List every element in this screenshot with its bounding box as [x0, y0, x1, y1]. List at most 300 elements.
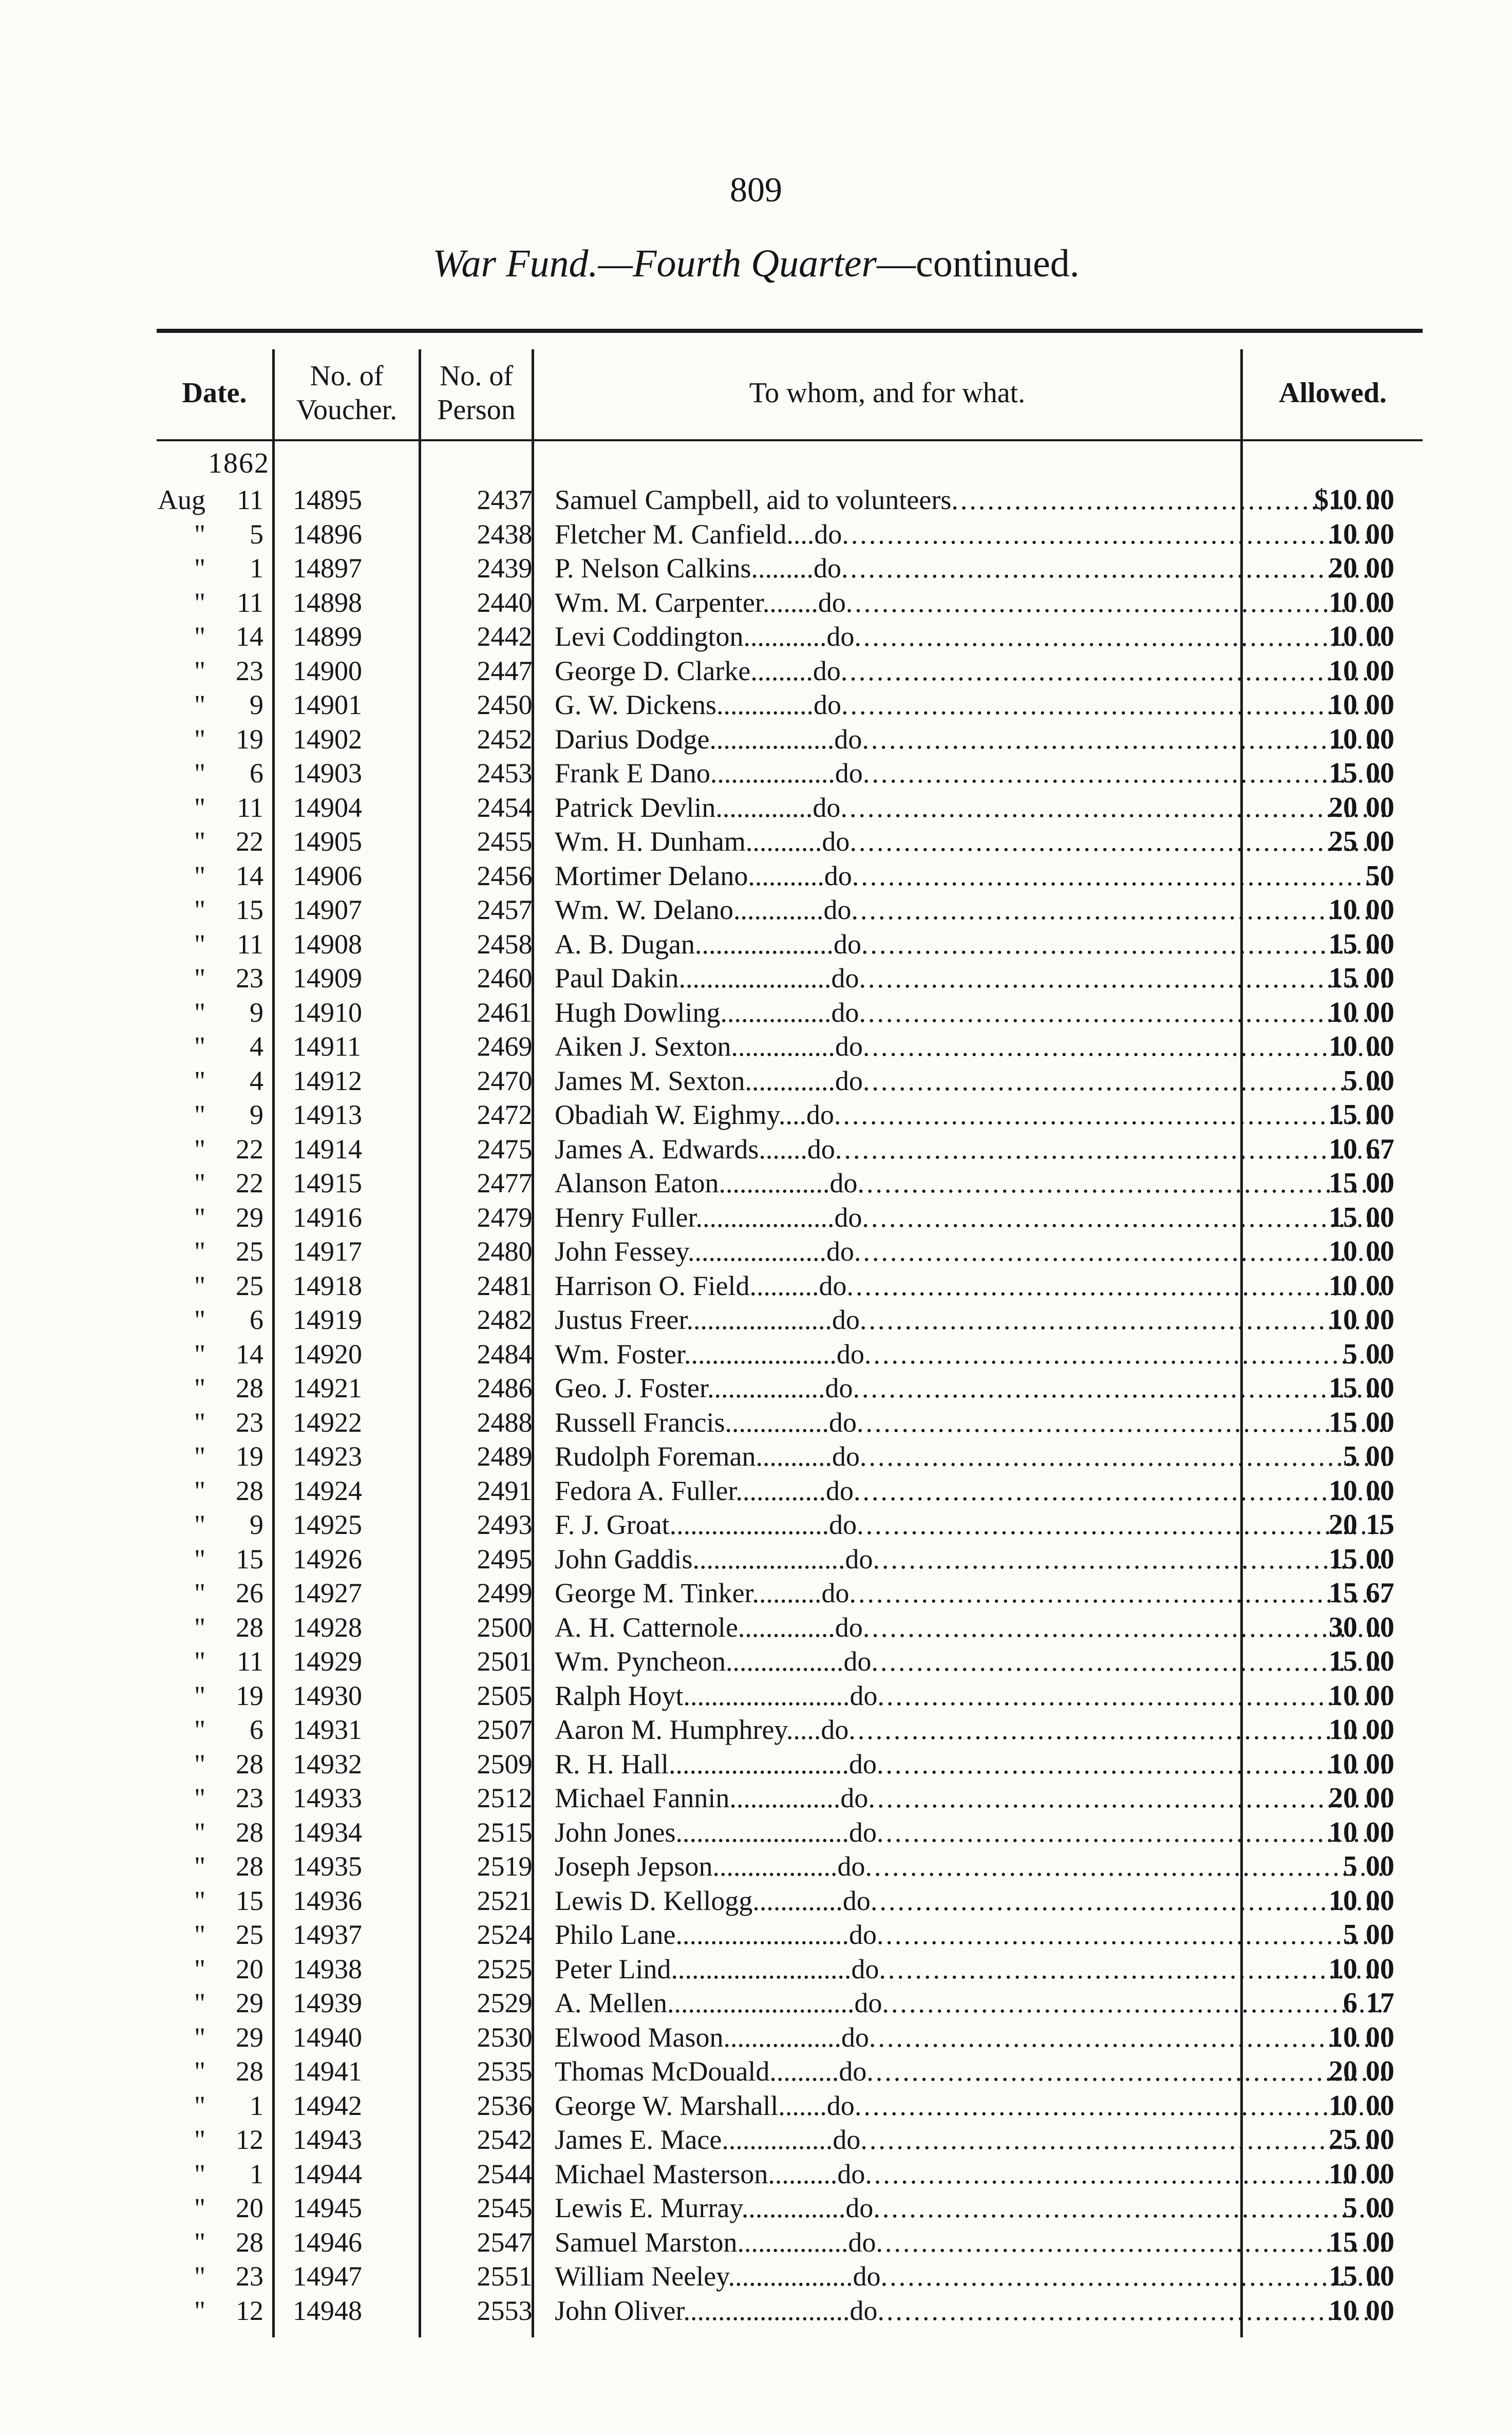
payee-description: Lewis D. Kellogg.............do	[555, 1885, 871, 1916]
description-cell	[555, 1234, 1387, 1269]
date-day: 28	[236, 1612, 263, 1643]
allowed-amount	[1287, 1439, 1394, 1474]
amount-dollars: 10	[1329, 1031, 1357, 1062]
allowed-amount	[1287, 1166, 1394, 1201]
person-number: 2489	[477, 1441, 533, 1472]
amount-cents: 00	[1366, 1167, 1394, 1199]
date-month: "	[194, 723, 205, 755]
date-month: "	[194, 2056, 205, 2087]
voucher-number: 14944	[293, 2158, 362, 2189]
payee-description: Darius Dodge..................do	[555, 723, 862, 755]
ledger-rows	[157, 483, 1423, 2328]
amount-dollars: 5	[1343, 1440, 1357, 1472]
voucher-number: 14929	[293, 1646, 362, 1677]
date-day: 9	[250, 997, 263, 1028]
voucher-number: 14946	[293, 2226, 362, 2258]
table-row	[157, 825, 1423, 859]
table-row	[157, 1918, 1423, 1952]
date-day: 15	[236, 1885, 263, 1916]
voucher-number: 14931	[293, 1714, 362, 1745]
payee-description: Philo Lane.........................do	[555, 1919, 877, 1950]
description-cell	[555, 1644, 1387, 1679]
payee-description: Paul Dakin......................do	[555, 963, 859, 994]
table-row	[157, 1713, 1423, 1747]
description-cell	[555, 1815, 1387, 1850]
person-number: 2454	[477, 792, 533, 823]
table-row	[157, 654, 1423, 688]
table-row	[157, 1542, 1423, 1577]
allowed-amount	[1287, 1644, 1394, 1679]
description-cell	[555, 859, 1387, 893]
description-cell	[555, 756, 1387, 791]
person-number: 2553	[477, 2295, 533, 2326]
voucher-number: 14908	[293, 928, 362, 960]
header-rule	[157, 439, 1423, 441]
person-number: 2515	[477, 1816, 533, 1848]
allowed-amount	[1287, 483, 1394, 517]
payee-description: Rudolph Foreman...........do	[555, 1441, 860, 1472]
amount-dollars: 5	[1343, 1850, 1357, 1882]
description-cell	[555, 2089, 1387, 2123]
date-day: 5	[250, 518, 263, 550]
date-month: "	[194, 1816, 205, 1848]
running-title	[0, 241, 1512, 286]
amount-dollars: 25	[1329, 2124, 1357, 2156]
payee-description: George M. Tinker..........do	[555, 1578, 849, 1608]
amount-dollars: 10	[1329, 1269, 1357, 1302]
amount-dollars: 15	[1329, 757, 1357, 789]
allowed-amount	[1287, 2259, 1394, 2294]
person-number: 2519	[477, 1851, 533, 1882]
payee-description: P. Nelson Calkins.........do	[555, 553, 842, 584]
table-row	[157, 2259, 1423, 2294]
description-cell	[555, 1918, 1387, 1952]
amount-cents: 00	[1366, 1031, 1394, 1062]
table-row	[157, 1371, 1423, 1406]
amount-dollars: 15	[1329, 928, 1357, 960]
person-number: 2484	[477, 1338, 533, 1370]
table-row	[157, 1064, 1423, 1098]
person-number: 2480	[477, 1236, 533, 1267]
date-month: "	[194, 2021, 205, 2053]
payee-description: G. W. Dickens..............do	[555, 689, 841, 720]
header-person: No. of Person	[437, 360, 516, 426]
description-cell	[555, 1884, 1387, 1918]
payee-description: Lewis E. Murray...............do	[555, 2193, 874, 2223]
date-day: 28	[236, 1851, 263, 1882]
voucher-number: 14935	[293, 1851, 362, 1882]
description-cell	[555, 2191, 1387, 2225]
table-row	[157, 961, 1423, 996]
allowed-amount	[1287, 996, 1394, 1030]
person-number: 2547	[477, 2226, 533, 2258]
date-month: "	[194, 1338, 205, 1370]
table-row	[157, 517, 1423, 552]
person-number: 2509	[477, 1748, 533, 1780]
person-number: 2456	[477, 860, 533, 891]
amount-cents: 00	[1366, 1748, 1394, 1780]
person-number: 2525	[477, 1953, 533, 1984]
amount-dollars: 20	[1329, 791, 1357, 823]
date-month: "	[194, 1988, 205, 2018]
description-cell	[555, 551, 1387, 586]
person-number: 2499	[477, 1578, 533, 1608]
amount-cents: 00	[1366, 1611, 1394, 1643]
allowed-amount	[1287, 1747, 1394, 1782]
table-row	[157, 1337, 1423, 1372]
date-day: 23	[236, 1407, 263, 1438]
allowed-amount	[1287, 1337, 1394, 1372]
date-day: 20	[236, 2193, 263, 2223]
description-cell	[555, 483, 1387, 517]
amount-cents: 00	[1366, 757, 1394, 789]
voucher-number: 14904	[293, 792, 362, 823]
description-cell	[555, 825, 1387, 859]
person-number: 2482	[477, 1304, 533, 1335]
voucher-number: 14912	[293, 1065, 362, 1096]
payee-description: F. J. Groat.......................do	[555, 1509, 857, 1540]
date-day: 11	[237, 587, 263, 618]
date-month: "	[194, 1748, 205, 1780]
page-number: 809	[730, 170, 782, 209]
date-day: 6	[250, 1304, 263, 1335]
date-day: 28	[236, 1748, 263, 1780]
description-cell	[555, 1406, 1387, 1440]
payee-description: Mortimer Delano...........do	[555, 860, 852, 891]
description-cell	[555, 1849, 1387, 1884]
person-number: 2439	[477, 553, 533, 584]
amount-dollars: 10	[1329, 1474, 1357, 1507]
amount-dollars: 10	[1329, 689, 1357, 721]
amount-dollars: 10	[1329, 2294, 1357, 2327]
allowed-amount	[1287, 961, 1394, 996]
voucher-number: 14941	[293, 2056, 362, 2087]
date-day: 28	[236, 1475, 263, 1506]
person-number: 2457	[477, 894, 533, 925]
voucher-number: 14909	[293, 963, 362, 994]
payee-description: John Jones.........................do	[555, 1816, 877, 1848]
amount-dollars: 10	[1329, 621, 1357, 652]
description-cell	[555, 2157, 1387, 2192]
amount-cents: 00	[1366, 1782, 1394, 1814]
voucher-number: 14925	[293, 1509, 362, 1540]
date-month: "	[194, 1578, 205, 1608]
running-title-continued: —continued.	[877, 242, 1080, 285]
amount-dollars: 10	[1329, 894, 1357, 926]
amount-dollars: 10	[1329, 1953, 1357, 1985]
payee-description: Justus Freer.....................do	[555, 1304, 860, 1335]
amount-dollars: 20	[1329, 2055, 1357, 2087]
amount-dollars: 10	[1329, 1884, 1357, 1917]
description-cell	[555, 1201, 1387, 1235]
date-day: 22	[236, 1168, 263, 1198]
table-row	[157, 2191, 1423, 2225]
date-month: "	[194, 928, 205, 960]
date-day: 28	[236, 2056, 263, 2087]
allowed-amount	[1287, 517, 1394, 552]
amount-dollars: 15	[1329, 1543, 1357, 1575]
person-number: 2455	[477, 826, 533, 857]
description-cell	[555, 996, 1387, 1030]
person-number: 2470	[477, 1065, 533, 1096]
description-cell	[555, 1337, 1387, 1372]
person-number: 2521	[477, 1885, 533, 1916]
amount-cents: 00	[1366, 2294, 1394, 2327]
amount-cents: 00	[1366, 1816, 1394, 1848]
amount-cents: 00	[1366, 484, 1394, 516]
table-row	[157, 1747, 1423, 1782]
payee-description: Geo. J. Foster.................do	[555, 1373, 853, 1403]
allowed-amount	[1287, 586, 1394, 620]
person-number: 2438	[477, 518, 533, 550]
allowed-amount	[1287, 2054, 1394, 2089]
description-cell	[555, 1132, 1387, 1167]
person-number: 2495	[477, 1543, 533, 1575]
voucher-number: 14917	[293, 1236, 362, 1267]
payee-description: Peter Lind..........................do	[555, 1953, 879, 1984]
payee-description: A. H. Catternole..............do	[555, 1612, 863, 1643]
date-day: 28	[236, 2226, 263, 2258]
table-row	[157, 586, 1423, 620]
voucher-number: 14914	[293, 1133, 362, 1165]
payee-description: Joseph Jepson..................do	[555, 1851, 865, 1882]
description-cell	[555, 688, 1387, 722]
payee-description: Russell Francis...............do	[555, 1407, 857, 1438]
amount-cents: 00	[1366, 1304, 1394, 1336]
date-month: "	[194, 963, 205, 994]
date-day: 29	[236, 2021, 263, 2053]
description-cell	[555, 1439, 1387, 1474]
allowed-amount	[1287, 1132, 1394, 1167]
payee-description: John Fessey....................do	[555, 1236, 855, 1267]
description-cell	[555, 791, 1387, 825]
amount-dollars: 5	[1343, 1919, 1357, 1951]
description-cell	[555, 2020, 1387, 2055]
amount-dollars: 10	[1329, 723, 1357, 755]
date-day: 26	[236, 1578, 263, 1608]
payee-description: James A. Edwards.......do	[555, 1133, 835, 1165]
allowed-amount	[1287, 2123, 1394, 2157]
date-month: "	[194, 1543, 205, 1575]
allowed-amount	[1287, 551, 1394, 586]
description-cell	[555, 517, 1387, 552]
date-month: "	[194, 2226, 205, 2258]
amount-cents: 00	[1366, 2124, 1394, 2156]
allowed-amount	[1287, 1474, 1394, 1508]
voucher-number: 14945	[293, 2193, 362, 2223]
amount-cents: 15	[1366, 1509, 1394, 1541]
person-number: 2475	[477, 1133, 533, 1165]
payee-description: James E. Mace................do	[555, 2124, 861, 2155]
date-month: "	[194, 1475, 205, 1506]
person-number: 2507	[477, 1714, 533, 1745]
voucher-number: 14899	[293, 621, 362, 652]
description-cell	[555, 1952, 1387, 1987]
table-row	[157, 1884, 1423, 1918]
date-month: "	[194, 826, 205, 857]
amount-dollars: 10	[1329, 2021, 1357, 2053]
date-day: 9	[250, 689, 263, 720]
person-number: 2458	[477, 928, 533, 960]
payee-description: Wm. Pyncheon.................do	[555, 1646, 872, 1677]
description-cell	[555, 586, 1387, 620]
payee-description: Wm. Foster......................do	[555, 1338, 864, 1370]
table-row	[157, 1201, 1423, 1235]
allowed-amount	[1287, 859, 1394, 893]
description-cell	[555, 2294, 1387, 2328]
payee-description: A. Mellen...........................do	[555, 1988, 882, 2018]
header-date: Date.	[182, 377, 247, 409]
table-row	[157, 859, 1423, 893]
date-month: "	[194, 1612, 205, 1643]
date-day: 25	[236, 1919, 263, 1950]
date-month: "	[194, 1783, 205, 1813]
person-number: 2536	[477, 2090, 533, 2121]
voucher-number: 14919	[293, 1304, 362, 1335]
person-number: 2535	[477, 2056, 533, 2087]
person-number: 2477	[477, 1168, 533, 1198]
person-number: 2472	[477, 1099, 533, 1130]
table-row	[157, 2294, 1423, 2328]
table-row	[157, 1849, 1423, 1884]
amount-dollars: 10	[1329, 1235, 1357, 1267]
voucher-number: 14915	[293, 1168, 362, 1198]
allowed-amount	[1287, 654, 1394, 688]
amount-dollars: 10	[1329, 2089, 1357, 2122]
description-cell	[555, 2259, 1387, 2294]
voucher-number: 14910	[293, 997, 362, 1028]
description-cell	[555, 1679, 1387, 1713]
date-day: 25	[236, 1236, 263, 1267]
payee-description: Henry Fuller....................do	[555, 1202, 862, 1233]
description-cell	[555, 2123, 1387, 2157]
voucher-number: 14902	[293, 723, 362, 755]
amount-cents: 00	[1366, 1679, 1394, 1712]
allowed-amount	[1287, 1918, 1394, 1952]
table-row	[157, 1815, 1423, 1850]
date-day: 22	[236, 1133, 263, 1165]
voucher-number: 14927	[293, 1578, 362, 1608]
amount-dollars: 10	[1329, 1679, 1357, 1712]
amount-cents: 00	[1366, 1850, 1394, 1882]
date-month: "	[194, 1373, 205, 1403]
amount-dollars: 20	[1329, 1782, 1357, 1814]
person-number: 2529	[477, 1988, 533, 2018]
payee-description: Wm. H. Dunham...........do	[555, 826, 850, 857]
payee-description: George W. Marshall.......do	[555, 2090, 855, 2121]
payee-description: John Oliver........................do	[555, 2295, 878, 2326]
voucher-number: 14905	[293, 826, 362, 857]
date-day: 29	[236, 1988, 263, 2018]
allowed-amount	[1287, 825, 1394, 859]
date-month: Aug	[158, 484, 205, 515]
date-month: "	[194, 1851, 205, 1882]
date-day: 1	[250, 2158, 263, 2189]
amount-cents: 00	[1366, 826, 1394, 857]
amount-cents: 00	[1366, 2226, 1394, 2258]
payee-description: Patrick Devlin..............do	[555, 792, 841, 823]
date-day: 29	[236, 1202, 263, 1233]
amount-dollars: 15	[1329, 1406, 1357, 1438]
date-month: "	[194, 1953, 205, 1984]
amount-dollars: 25	[1329, 826, 1357, 857]
description-cell	[555, 893, 1387, 927]
voucher-number: 14938	[293, 1953, 362, 1984]
voucher-number: 14932	[293, 1748, 362, 1780]
amount-dollars: 10	[1329, 1816, 1357, 1848]
amount-cents: 00	[1366, 689, 1394, 721]
allowed-amount	[1287, 1406, 1394, 1440]
voucher-number: 14928	[293, 1612, 362, 1643]
voucher-number: 14936	[293, 1885, 362, 1916]
payee-description: Ralph Hoyt........................do	[555, 1680, 878, 1711]
date-month: "	[194, 1885, 205, 1916]
amount-dollars: 20	[1329, 1509, 1357, 1541]
table-row	[157, 1644, 1423, 1679]
description-cell	[555, 961, 1387, 996]
amount-dollars: 10	[1329, 2158, 1357, 2190]
person-number: 2440	[477, 587, 533, 618]
amount-dollars: 10	[1329, 1304, 1357, 1336]
description-cell	[555, 1166, 1387, 1201]
amount-cents: 00	[1366, 1064, 1394, 1097]
date-month: "	[194, 2295, 205, 2326]
amount-cents: 00	[1366, 586, 1394, 619]
table-row	[157, 1576, 1423, 1610]
allowed-amount	[1287, 1371, 1394, 1406]
person-number: 2452	[477, 723, 533, 755]
person-number: 2512	[477, 1783, 533, 1813]
amount-cents: 00	[1366, 2021, 1394, 2053]
voucher-number: 14947	[293, 2261, 362, 2292]
amount-cents: 00	[1366, 1953, 1394, 1985]
amount-cents: 67	[1366, 1577, 1394, 1609]
table-row	[157, 688, 1423, 722]
person-number: 2450	[477, 689, 533, 720]
top-rule	[157, 329, 1423, 333]
table-row	[157, 2054, 1423, 2089]
amount-dollars: 15	[1329, 1167, 1357, 1199]
amount-cents: 00	[1366, 1372, 1394, 1404]
voucher-number: 14920	[293, 1338, 362, 1370]
allowed-amount	[1287, 1098, 1394, 1132]
allowed-amount	[1287, 1679, 1394, 1713]
voucher-number: 14901	[293, 689, 362, 720]
voucher-number: 14948	[293, 2295, 362, 2326]
table-row	[157, 1781, 1423, 1815]
payee-description: George D. Clarke.........do	[555, 655, 841, 686]
amount-cents: 00	[1366, 552, 1394, 584]
payee-description: William Neeley..................do	[555, 2261, 881, 2292]
payee-description: Levi Coddington............do	[555, 621, 855, 652]
voucher-number: 14911	[293, 1031, 361, 1062]
amount-dollars: 6	[1343, 1987, 1357, 2019]
date-day: 14	[236, 860, 263, 891]
allowed-amount	[1287, 756, 1394, 791]
voucher-number: 14933	[293, 1783, 362, 1813]
table-row	[157, 1952, 1423, 1987]
voucher-number: 14896	[293, 518, 362, 550]
amount-cents: 00	[1366, 723, 1394, 755]
date-month: "	[194, 2193, 205, 2223]
amount-dollars: 5	[1343, 1064, 1357, 1097]
table-row	[157, 893, 1423, 927]
date-day: 15	[236, 1543, 263, 1575]
date-month: "	[194, 758, 205, 789]
table-row	[157, 1303, 1423, 1337]
voucher-number: 14934	[293, 1816, 362, 1848]
date-day: 23	[236, 2261, 263, 2292]
